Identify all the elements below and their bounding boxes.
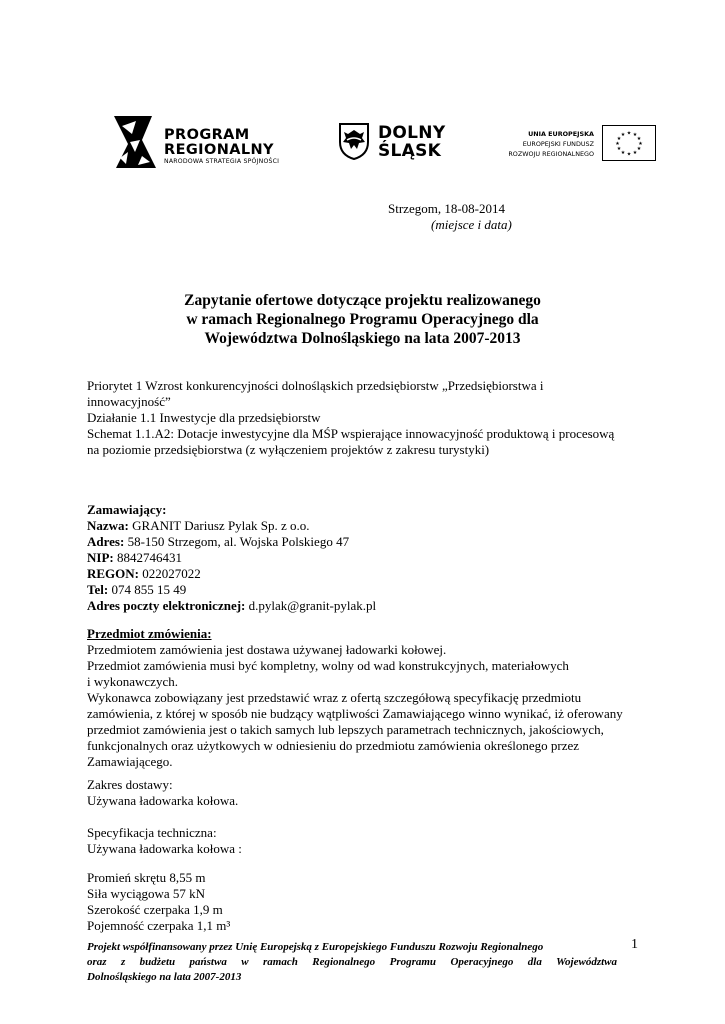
nip-value: 8842746431 xyxy=(113,550,182,565)
contracting-tel-row xyxy=(87,582,635,598)
svg-text:★: ★ xyxy=(626,151,632,158)
priority-line1: Priorytet 1 Wzrost konkurencyjności dolnośląskich przedsiębiorstw „Przedsiębiorstwa i xyxy=(87,378,544,393)
svg-text:★: ★ xyxy=(632,150,638,156)
program-regionalny-line1: PROGRAM xyxy=(164,127,250,143)
subject-line5: zamówienia, z której w sposób nie budzący wątpliwości Zamawiającego winno wynikać, iż oferowany xyxy=(87,706,623,721)
coat-of-arms-icon xyxy=(338,122,370,160)
program-regionalny-line2: REGIONALNY xyxy=(164,142,274,158)
contracting-name-row xyxy=(87,518,635,534)
parameter-item: Szerokość czerpaka 1,9 m xyxy=(87,902,223,917)
priority-line2: innowacyjność” xyxy=(87,394,171,409)
contracting-email-row xyxy=(87,598,635,614)
unia-europejska-logo xyxy=(496,125,656,165)
svg-text:★: ★ xyxy=(620,132,626,138)
priority-line3: Działanie 1.1 Inwestycje dla przedsiębiorstw xyxy=(87,410,321,425)
contracting-address-row xyxy=(87,534,635,550)
document-title xyxy=(80,291,645,348)
parameter-item: Promień skrętu 8,55 m xyxy=(87,870,206,885)
regon-value: 022027022 xyxy=(139,566,201,581)
footer-line3: Dolnośląskiego na lata 2007-2013 xyxy=(87,971,242,983)
parameter-item: Siła wyciągowa 57 kN xyxy=(87,886,206,901)
program-regionalny-icon xyxy=(112,112,160,172)
subject-line7: funkcjonalnych oraz użytkowych w odniesieniu do przedmiotu zamówienia określonego przez xyxy=(87,738,580,753)
name-label: Nazwa: xyxy=(87,518,129,533)
regon-label: REGON: xyxy=(87,566,139,581)
svg-text:★: ★ xyxy=(636,146,642,152)
title-line3: Województwa Dolnośląskiego na lata 2007-2013 xyxy=(204,330,521,347)
svg-text:★: ★ xyxy=(616,136,622,142)
subject-line2: Przedmiot zamówienia musi być kompletny, wolny od wad konstrukcyjnych, materiałowych xyxy=(87,658,569,673)
title-line1: Zapytanie ofertowe dotyczące projektu realizowanego xyxy=(184,292,541,309)
program-regionalny-logo xyxy=(112,112,297,172)
nip-label: NIP: xyxy=(87,550,114,565)
parameters-list xyxy=(87,870,635,934)
priority-section xyxy=(87,378,635,458)
place-and-date xyxy=(388,201,512,233)
email-label: Adres poczty elektronicznej: xyxy=(87,598,246,613)
scope-value: Używana ładowarka kołowa. xyxy=(87,793,239,808)
tel-label: Tel: xyxy=(87,582,109,597)
svg-text:★: ★ xyxy=(636,136,642,142)
logo-bar xyxy=(0,112,725,172)
priority-line5: na poziomie przedsiębiorstwa (z wyłączeniem projektów z zakresu turystyki) xyxy=(87,442,490,457)
email-value: d.pylak@granit-pylak.pl xyxy=(245,598,377,613)
program-regionalny-line3: NARODOWA STRATEGIA SPÓJNOŚCI xyxy=(164,158,280,165)
title-line2: w ramach Regionalnego Programu Operacyjnego dla xyxy=(186,311,539,328)
dolny-slask-line1: DOLNY xyxy=(378,123,446,143)
footer-line2: oraz z budżetu państwa w ramach Regionalnego Programu Operacyjnego dla Województwa xyxy=(87,956,617,968)
subject-line3: i wykonawczych. xyxy=(87,674,178,689)
svg-text:★: ★ xyxy=(632,132,638,138)
contracting-heading: Zamawiający: xyxy=(87,502,167,517)
subject-heading: Przedmiot zmówienia: xyxy=(87,626,212,641)
subject-line8: Zamawiającego. xyxy=(87,754,173,769)
address-label: Adres: xyxy=(87,534,125,549)
page-number: 1 xyxy=(631,937,638,952)
subject-line1: Przedmiotem zamówienia jest dostawa używanej ładowarki kołowej. xyxy=(87,642,447,657)
place-date-caption: (miejsce i data) xyxy=(431,217,512,232)
eu-line2: EUROPEJSKI FUNDUSZ xyxy=(522,140,594,148)
svg-text:★: ★ xyxy=(620,150,626,156)
eu-line3: ROZWOJU REGIONALNEGO xyxy=(508,150,594,158)
eu-flag-icon xyxy=(602,125,656,161)
name-value: GRANIT Dariusz Pylak Sp. z o.o. xyxy=(128,518,310,533)
footer xyxy=(87,940,617,985)
subject-line6: przedmiot zamówienia jest o takich samych lub lepszych parametrach technicznych, jakościowych, xyxy=(87,722,604,737)
svg-text:★: ★ xyxy=(616,146,622,152)
scope-section xyxy=(87,777,635,809)
contracting-regon-row xyxy=(87,566,635,582)
address-value: 58-150 Strzegom, al. Wojska Polskiego 47 xyxy=(124,534,350,549)
subject-line4: Wykonawca zobowiązany jest przedstawić wraz z ofertą szczegółową specyfikację przedmiotu xyxy=(87,690,582,705)
parameter-item: Pojemność czerpaka 1,1 m³ xyxy=(87,918,231,933)
dolny-slask-logo xyxy=(338,122,458,172)
contracting-nip-row xyxy=(87,550,635,566)
eu-line1: UNIA EUROPEJSKA xyxy=(528,130,594,138)
spec-heading: Specyfikacja techniczna: xyxy=(87,825,217,840)
svg-text:★: ★ xyxy=(638,141,643,147)
priority-line4: Schemat 1.1.A2: Dotacje inwestycyjne dla MŚP wspierające innowacyjność produktową i procesową xyxy=(87,426,615,441)
svg-text:★: ★ xyxy=(626,130,632,137)
eu-text xyxy=(508,129,594,159)
contracting-section xyxy=(87,502,635,614)
spec-section xyxy=(87,825,635,857)
tel-value: 074 855 15 49 xyxy=(108,582,187,597)
subject-section xyxy=(87,626,635,770)
footer-line1: Projekt współfinansowany przez Unię Europejską z Europejskiego Funduszu Rozwoju Regionalnego xyxy=(87,941,544,953)
spec-value: Używana ładowarka kołowa : xyxy=(87,841,242,856)
svg-text:★: ★ xyxy=(615,141,620,147)
scope-heading: Zakres dostawy: xyxy=(87,777,173,792)
place-date-text: Strzegom, 18-08-2014 xyxy=(388,201,505,216)
dolny-slask-line2: ŚLĄSK xyxy=(378,141,442,161)
